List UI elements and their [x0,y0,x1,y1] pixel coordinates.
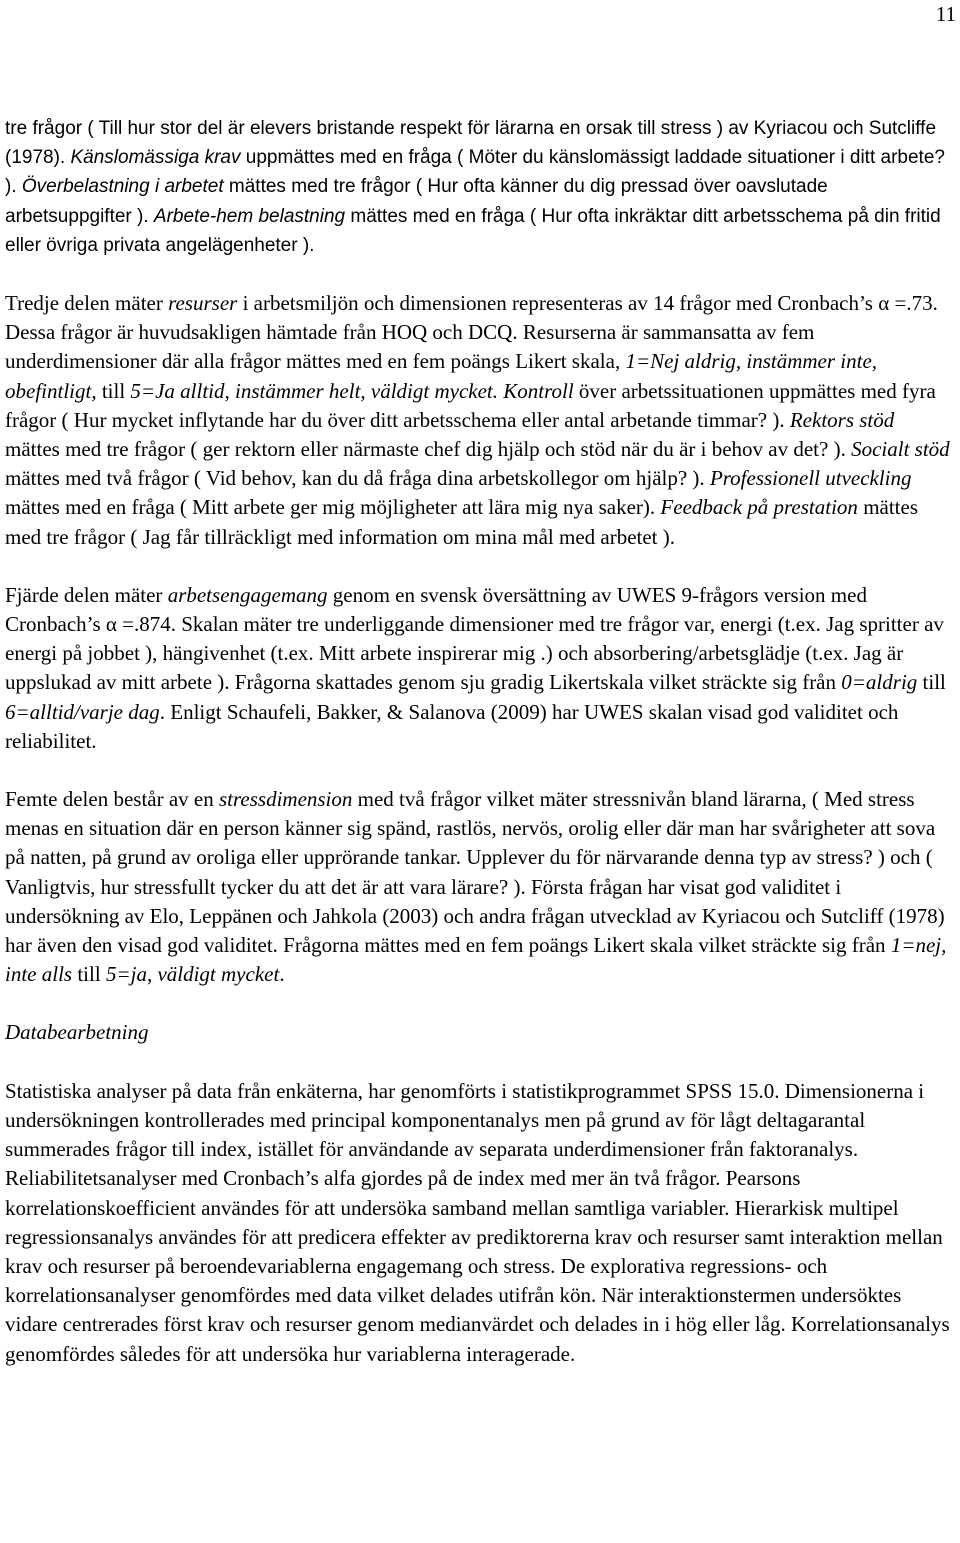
term-feedback: Feedback på prestation [660,495,858,520]
text-run: till [917,670,946,695]
text-run: mättes med tre frågor ( ger rektorn eller närmaste chef dig hjälp och stöd när du är i behov av det? ). [5,437,852,462]
paragraph-stress [5,785,950,989]
text-run: tre frågor ( Till hur stor del är elevers bristande respekt för lärarna en orsak till stress ) av Kyriacou och Sutcliffe (1978). [5,118,937,169]
term-professional-development: Professionell utveckling [709,466,912,491]
text-run: till [72,962,106,987]
text-run: med två frågor vilket mäter stressnivån bland lärarna, ( Med stress menas en situation där en person känner sig spänd, rastlös, nervös, orolig eller där man har svårigheter att sova på natten, på grund av oroliga eller upprörande tankar. Upplever du för närvarande denna typ av stress? ) och ( Vanligtvis, hur stressfullt tycker du att det är att vara lärare? ). Första frågan har visat god validitet i undersökning av Elo, Leppänen och Jahkola (2003) och andra frågan utvecklad av Kyriacou och Sutcliff (1978) har även den visad god validitet. Frågorna mättes med en fem poängs Likert skala vilket sträckte sig från [5,787,945,958]
term-principal-support: Rektors stöd [789,407,895,432]
term-social-support: Socialt stöd [851,437,950,462]
scale-max-label: 6=alltid/varje dag [5,699,160,724]
term-emotional-demands: Känslomässiga krav [70,147,241,169]
text-run: Femte delen består av en [5,787,219,812]
text-run: till [96,378,131,403]
section-heading: Databearbetning [5,1020,149,1045]
scale-min-label: 1=nej, inte alls [5,933,947,987]
term-resources: resurser [168,291,238,316]
paragraph-engagement [5,581,950,756]
term-work-overload: Överbelastning i arbetet [21,176,224,198]
paragraph-data-processing: Statistiska analyser på data från enkäterna, har genomförts i statistikprogrammet SPSS 15.0. Dimensionerna i undersökningen kontrollerades med principal komponentanalys men på grund av för lågt deltagarantal summerades frågor till index, istället för användande av separata underdimensioner från faktoranalys. Reliabilitetsanalyser med Cronbach’s alfa gjordes på de index med mer än två frågor. Pearsons korrelationskoefficient användes för att undersöka samband mellan samtliga variabler. Hierarkisk multipel regressionsanalys användes för att predicera effekter av prediktorerna krav och resurser samt interaktion mellan krav och resurser på beroendevariablerna engagemang och stress. De explorativa regressions- och korrelationsanalyser genomfördes med data vilket delades utifrån kön. När interaktionstermen undersöktes vidare centrerades först krav och resurser genom medianvärdet och delades in i hög eller låg. Korrelationsanalys genomfördes således för att undersöka hur variablerna interagerade. [5,1078,950,1366]
scale-max-label: 5=ja, väldigt mycket [105,962,280,987]
paragraph-resources [5,289,950,552]
paragraph-demands [5,114,950,260]
text-run: mättes med en fråga ( Mitt arbete ger mig möjligheter att lära mig nya saker). [5,495,661,520]
document-body [5,114,950,1369]
text-run: Fjärde delen mäter [5,582,168,607]
text-run: . [279,962,285,987]
text-run: . Enligt Schaufeli, Bakker, & Salanova (2009) har UWES skalan visad god validitet och reliabilitet. [5,699,899,753]
text-run: över arbetssituationen uppmättes med fyra frågor ( Hur mycket inflytande har du över ditt arbetsschema eller antal arbetande timmar? ). [5,378,936,432]
text-run: i arbetsmiljön och dimensionen representeras av 14 frågor med Cronbach’s α =.73. Dessa frågor är huvudsakligen hämtade från HOQ och DCQ. Resurserna är sammansatta av fem underdimensioner där alla frågor mättes med en fem poängs Likert skala, [5,291,938,374]
scale-max-label: 5=Ja alltid, instämmer helt, väldigt mycket. [130,378,499,403]
text-run: mättes med tre frågor ( Hur ofta känner du dig pressad över oavslutade arbetsuppgifter ). [5,176,828,227]
text-run: mättes med två frågor ( Vid behov, kan du då fråga dina arbetskollegor om hjälp? ). [5,466,710,491]
text-run: uppmättes med en fråga ( Möter du känslomässigt laddade situationer i ditt arbete? ). [5,147,945,198]
term-stress-dimension: stressdimension [219,787,353,812]
term-control: Kontroll [503,378,574,403]
term-work-engagement: arbetsengagemang [167,582,328,607]
text-run: mättes med tre frågor ( Jag får tillräckligt med information om mina mål med arbetet ). [5,495,919,549]
text-run: mättes med en fråga ( Hur ofta inkräktar ditt arbetsschema på din fritid eller övriga privata angelägenheter ). [5,205,941,256]
scale-min-label: 1=Nej aldrig, instämmer inte, obefintligt, [5,349,878,403]
page-number: 11 [935,2,956,26]
text-run: genom en svensk översättning av UWES 9-frågors version med Cronbach’s α =.874. Skalan mäter tre underliggande dimensioner med tre frågor var, energi (t.ex. Jag spritter av energi på jobbet ), hängivenhet (t.ex. Mitt arbete inspirerar mig .) och absorbering/arbetsglädje (t.ex. Jag är uppslukad av mitt arbete ). Frågorna skattades genom sju gradig Likertskala vilket sträckte sig från [5,582,944,695]
term-work-home-load: Arbete-hem belastning [153,205,346,227]
text-run: Tredje delen mäter [5,291,169,316]
scale-min-label: 0=aldrig [841,670,918,695]
